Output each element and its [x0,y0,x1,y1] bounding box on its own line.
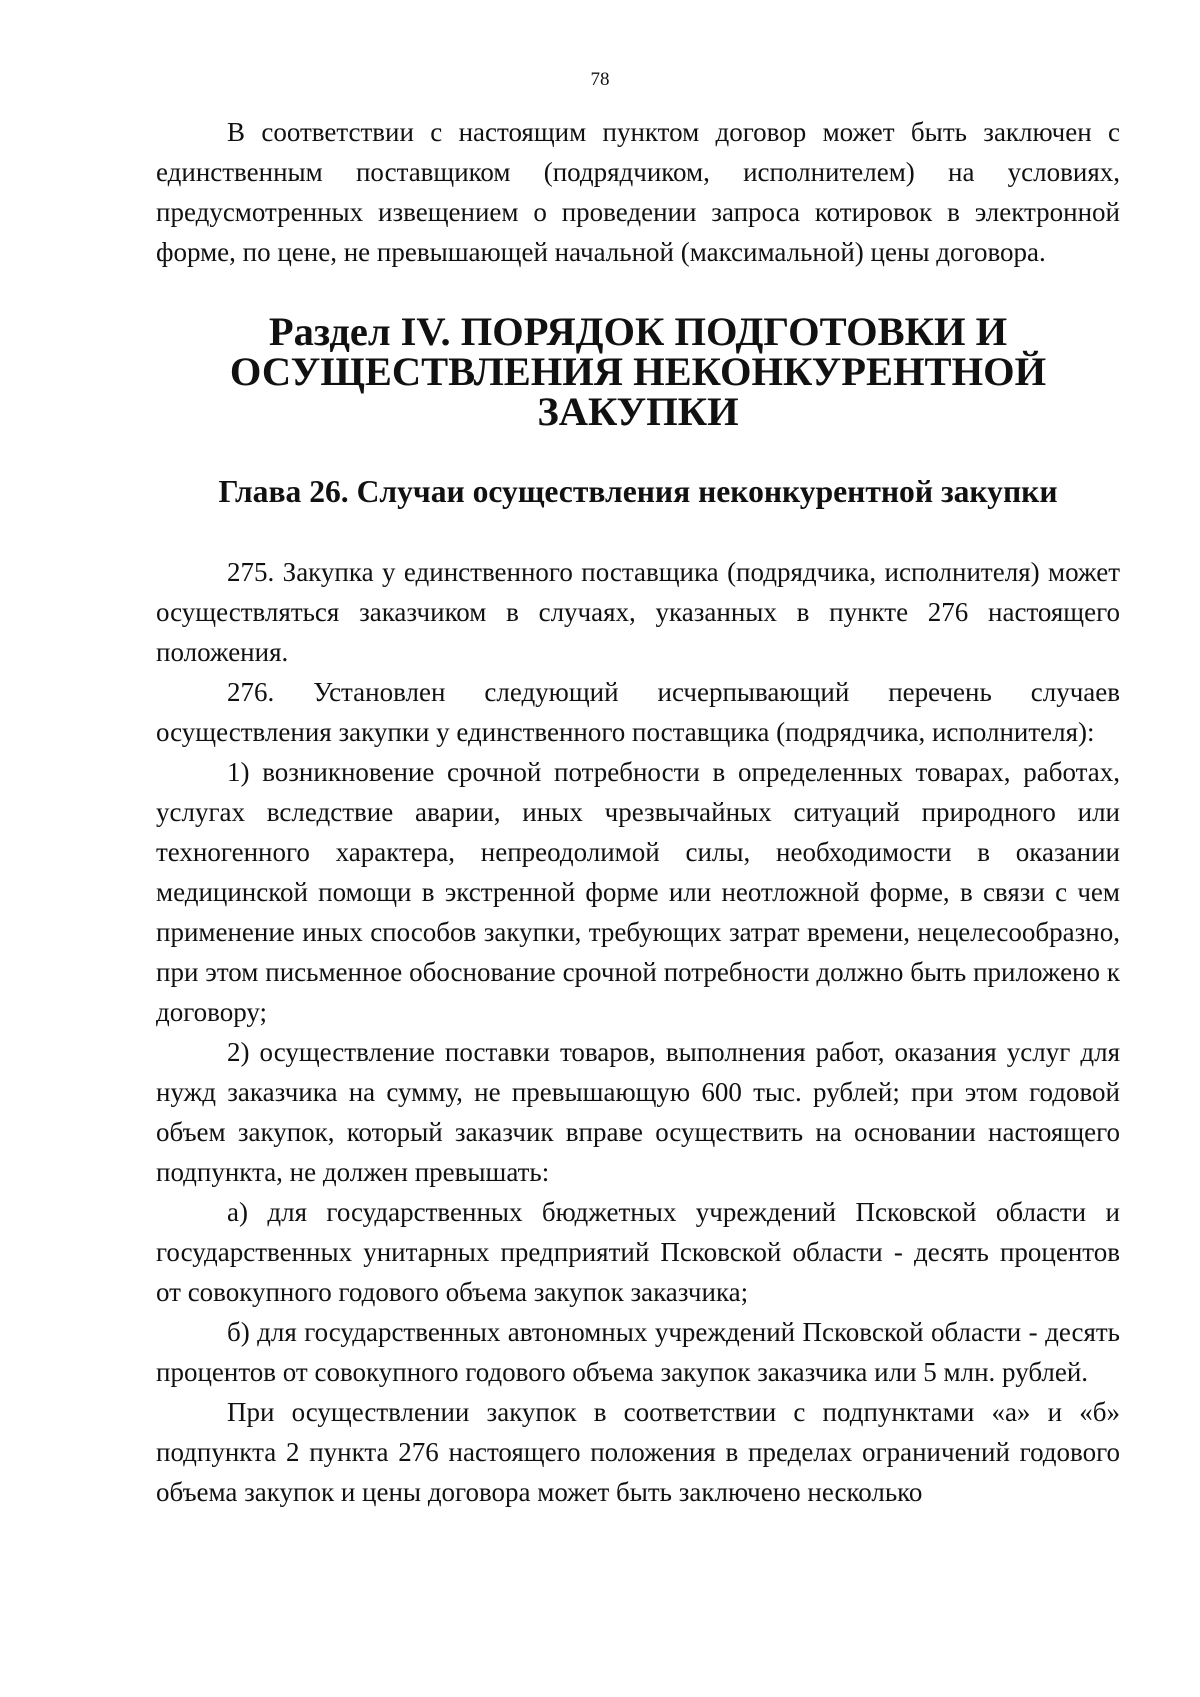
document-body [156,112,1120,1512]
paragraph-276-item-2a: а) для государственных бюджетных учреждений Псковской области и государственных унитарных предприятий Псковской области - десять процентов от совокупного годового объема закупок заказчика; [156,1197,1120,1307]
paragraph-intro: В соответствии с настоящим пунктом договор может быть заключен с единственным поставщиком (подрядчиком, исполнителем) на условиях, предусмотренных извещением о проведении запроса котировок в электронной форме, по цене, не превышающей начальной (максимальной) цены договора. [156,117,1120,267]
paragraph-276: 276. Установлен следующий исчерпывающий перечень случаев осуществления закупки у единственного поставщика (подрядчика, исполнителя): [156,677,1120,747]
paragraph-closing: При осуществлении закупок в соответствии с подпунктами «а» и «б» подпункта 2 пункта 276 настоящего положения в пределах ограничений годового объема закупок и цены договора может быть заключено несколько [156,1397,1120,1507]
paragraph-276-item-1: 1) возникновение срочной потребности в определенных товарах, работах, услугах вследствие аварии, иных чрезвычайных ситуаций природного или техногенного характера, непреодолимой силы, необходимости в оказании медицинской помощи в экстренной форме или неотложной форме, в связи с чем применение иных способов закупки, требующих затрат времени, нецелесообразно, при этом письменное обоснование срочной потребности должно быть приложено к договору; [156,757,1120,1027]
paragraph-276-item-2: 2) осуществление поставки товаров, выполнения работ, оказания услуг для нужд заказчика на сумму, не превышающую 600 тыс. рублей; при этом годовой объем закупок, который заказчик вправе осуществить на основании настоящего подпункта, не должен превышать: [156,1037,1120,1187]
section-heading [156,309,1120,434]
page-number: 78 [590,69,610,90]
paragraph-276-item-2b: б) для государственных автономных учреждений Псковской области - десять процентов от совокупного годового объема закупок заказчика или 5 млн. рублей. [156,1317,1120,1387]
section-heading-line-1: Раздел IV. ПОРЯДОК ПОДГОТОВКИ И [268,309,1008,354]
paragraph-275: 275. Закупка у единственного поставщика (подрядчика, исполнителя) может осуществляться заказчиком в случаях, указанных в пункте 276 настоящего положения. [156,557,1120,667]
section-heading-line-2: ОСУЩЕСТВЛЕНИЯ НЕКОНКУРЕНТНОЙ ЗАКУПКИ [229,349,1047,434]
chapter-heading: Глава 26. Случаи осуществления неконкурентной закупки [218,474,1058,509]
